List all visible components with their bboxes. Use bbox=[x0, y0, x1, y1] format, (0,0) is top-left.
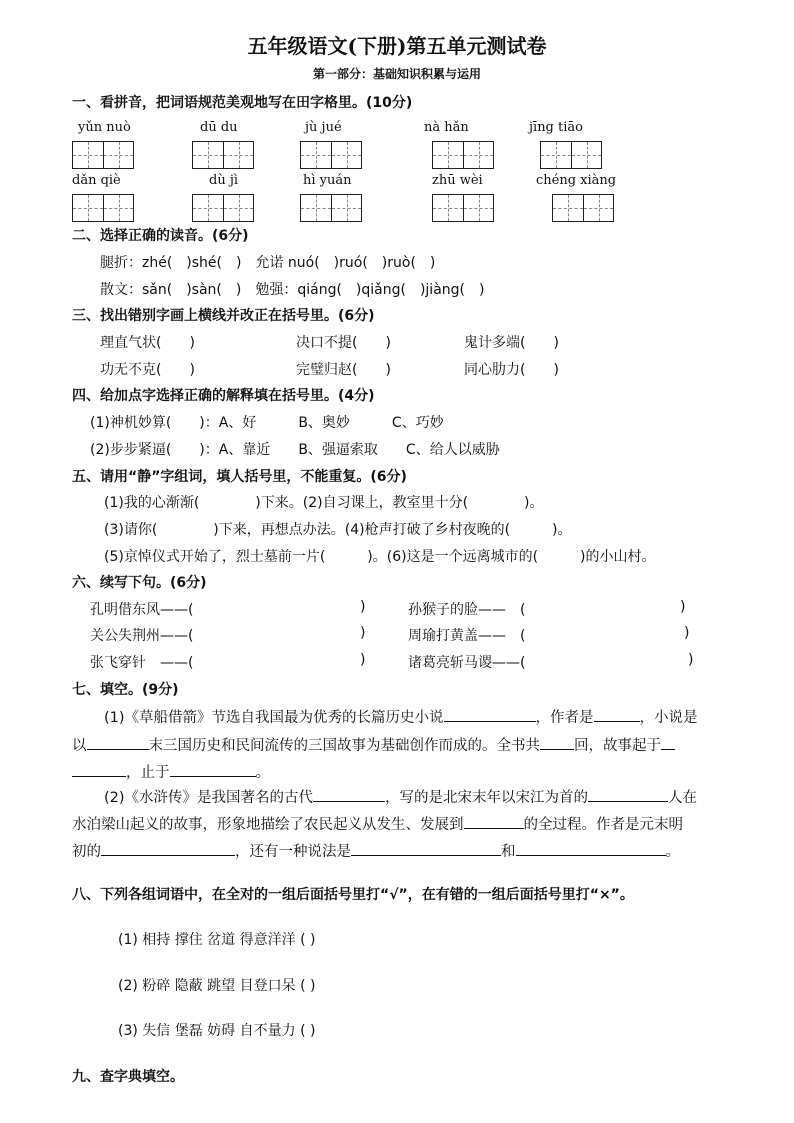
question-item: 张飞穿针 ——( bbox=[90, 655, 194, 671]
pinyin-label: jīng tiāo bbox=[529, 120, 583, 135]
question-line: (1)神机妙算( )：A、好 B、奥妙 C、巧妙 bbox=[90, 415, 444, 431]
tianzige-box[interactable] bbox=[192, 141, 254, 169]
section-9-heading: 九、查字典填空。 bbox=[72, 1069, 184, 1085]
question-item: 完璧归赵( ) bbox=[296, 362, 391, 378]
close-paren: ) bbox=[680, 599, 686, 615]
tianzige-box[interactable] bbox=[72, 141, 134, 169]
tianzige-box[interactable] bbox=[300, 194, 362, 222]
question-item: 诸葛亮斩马谡——( bbox=[408, 655, 526, 671]
pinyin-label: dū du bbox=[200, 120, 238, 135]
fill-paragraph-2-line-3: 初的 ，还有一种说法是 和 。 bbox=[72, 840, 680, 861]
question-item: 理直气状( ) bbox=[100, 335, 195, 351]
close-paren: ) bbox=[684, 625, 690, 641]
close-paren: ) bbox=[360, 625, 366, 641]
answer-blank[interactable] bbox=[444, 707, 536, 722]
section-8-heading: 八、下列各组词语中，在全对的一组后面括号里打“√”，在有错的一组后面括号里打“×”。 bbox=[72, 887, 634, 903]
pinyin-label: zhū wèi bbox=[432, 173, 483, 188]
tianzige-box[interactable] bbox=[540, 141, 602, 169]
question-item: 周瑜打黄盖—— ( bbox=[408, 628, 526, 644]
section-7-heading: 七、填空。(9分) bbox=[72, 682, 179, 698]
close-paren: ) bbox=[360, 599, 366, 615]
section-5-heading: 五、请用“静”字组词，填人括号里，不能重复。(6分) bbox=[72, 469, 407, 485]
pinyin-label: dù jì bbox=[209, 173, 239, 188]
answer-blank[interactable] bbox=[87, 735, 149, 750]
fill-paragraph-1-line-3: ，止于 。 bbox=[72, 761, 270, 782]
question-item: 孙猴子的脸—— ( bbox=[408, 602, 526, 618]
question-line: (1)我的心渐渐( )下来。(2)自习课上，教室里十分( )。 bbox=[104, 495, 544, 511]
answer-blank[interactable] bbox=[313, 787, 385, 802]
pinyin-label: yǔn nuò bbox=[78, 120, 131, 135]
tianzige-box[interactable] bbox=[432, 141, 494, 169]
close-paren: ) bbox=[360, 652, 366, 668]
question-item: 鬼计多端( ) bbox=[464, 335, 559, 351]
answer-blank[interactable] bbox=[516, 841, 666, 856]
tianzige-box[interactable] bbox=[72, 194, 134, 222]
pinyin-label: hì yuán bbox=[303, 173, 352, 188]
section-1-heading: 一、看拼音，把词语规范美观地写在田字格里。(10分) bbox=[72, 95, 413, 111]
answer-blank[interactable] bbox=[72, 762, 126, 777]
tianzige-box[interactable] bbox=[192, 194, 254, 222]
answer-blank[interactable] bbox=[661, 735, 675, 750]
tianzige-box[interactable] bbox=[552, 194, 614, 222]
question-item: 功无不克( ) bbox=[100, 362, 195, 378]
question-line: (2)步步紧逼( )：A、靠近 B、强逼索取 C、给人以威胁 bbox=[90, 442, 500, 458]
pinyin-label: chéng xiàng bbox=[536, 173, 617, 188]
question-line: (5)京悼仪式开始了，烈士墓前一片( )。(6)这是一个远离城市的( )的小山村。 bbox=[104, 549, 656, 565]
tianzige-box[interactable] bbox=[300, 141, 362, 169]
question-line: (3) 失信 堡磊 妨碍 自不量力 ( ) bbox=[118, 1023, 316, 1039]
pinyin-label: jù jué bbox=[305, 120, 342, 135]
question-line: 腿折：zhé( )shé( ) 允诺 nuó( )ruó( )ruò( ) bbox=[100, 255, 436, 271]
fill-paragraph-1-line-2: 以 末三国历史和民间流传的三国故事为基础创作而成的。全书共 回，故事起于 bbox=[72, 734, 675, 755]
question-item: 决口不提( ) bbox=[296, 335, 391, 351]
fill-paragraph-2-line-1: (2)《水浒传》是我国著名的古代 ，写的是北宋末年以宋江为首的 人在 bbox=[104, 786, 697, 807]
tianzige-box[interactable] bbox=[432, 194, 494, 222]
page-title: 五年级语文(下册)第五单元测试卷 bbox=[247, 34, 547, 58]
pinyin-label: dǎn qiè bbox=[72, 173, 121, 188]
fill-paragraph-1-line-1: (1)《草船借箭》节选自我国最为优秀的长篇历史小说 ，作者是 ，小说是 bbox=[104, 706, 698, 727]
answer-blank[interactable] bbox=[594, 707, 640, 722]
section-6-heading: 六、续写下句。(6分) bbox=[72, 575, 207, 591]
section-3-heading: 三、找出错别字画上横线并改正在括号里。(6分) bbox=[72, 308, 375, 324]
question-item: 孔明借东风——( bbox=[90, 602, 194, 618]
section-4-heading: 四、给加点字选择正确的解释填在括号里。(4分) bbox=[72, 388, 375, 404]
answer-blank[interactable] bbox=[101, 841, 235, 856]
question-item: 关公失荆州——( bbox=[90, 628, 194, 644]
question-item: 同心肋力( ) bbox=[464, 362, 559, 378]
question-line: (2) 粉碎 隐蔽 跳望 目登口呆 ( ) bbox=[118, 978, 316, 994]
answer-blank[interactable] bbox=[351, 841, 501, 856]
answer-blank[interactable] bbox=[464, 814, 524, 829]
answer-blank[interactable] bbox=[170, 762, 256, 777]
fill-paragraph-2-line-2: 水泊梁山起义的故事，形象地描绘了农民起义从发生、发展到 的全过程。作者是元末明 bbox=[72, 813, 683, 834]
close-paren: ) bbox=[688, 652, 694, 668]
answer-blank[interactable] bbox=[540, 735, 574, 750]
page-subtitle: 第一部分：基础知识积累与运用 bbox=[312, 67, 481, 81]
section-2-heading: 二、选择正确的读音。(6分) bbox=[72, 228, 249, 244]
answer-blank[interactable] bbox=[588, 787, 668, 802]
pinyin-label: nà hǎn bbox=[424, 120, 469, 135]
question-line: 散文：sǎn( )sàn( ) 勉强：qiáng( )qiǎng( )jiàng( ) bbox=[100, 282, 485, 298]
question-line: (3)请你( )下来，再想点办法。(4)枪声打破了乡村夜晚的( )。 bbox=[104, 522, 572, 538]
question-line: (1) 相持 撑住 岔道 得意洋洋 ( ) bbox=[118, 932, 316, 948]
